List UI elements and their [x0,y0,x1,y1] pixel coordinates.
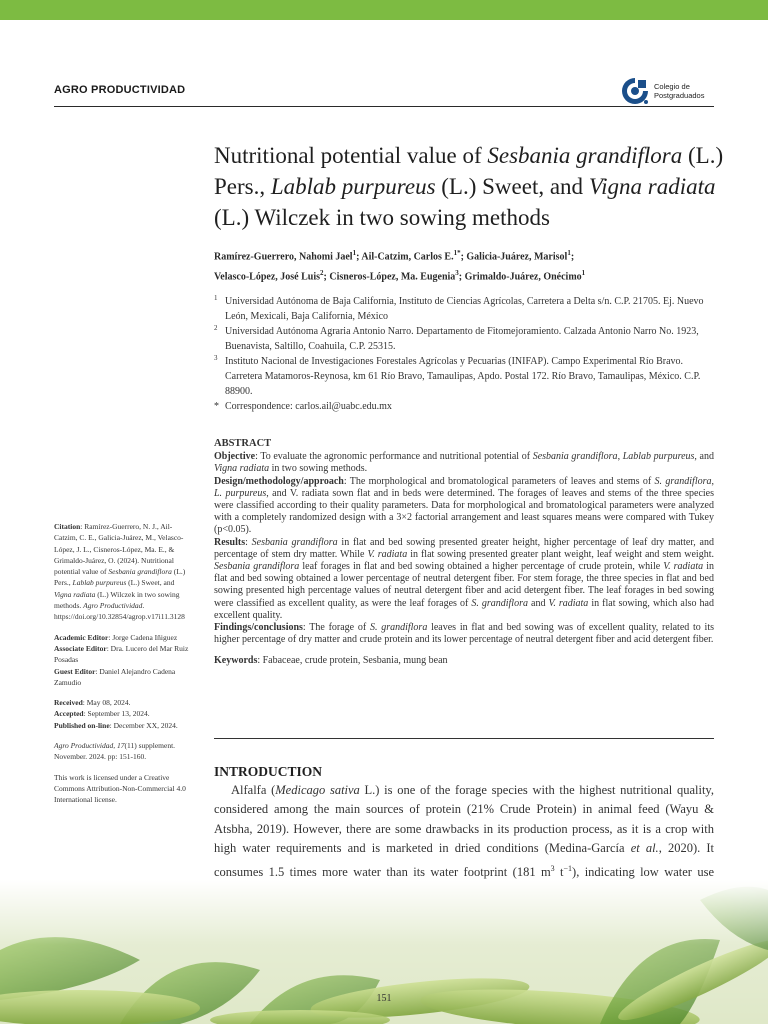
abstract-design [214,476,714,537]
species-name: Sesbania grandiflora [251,536,338,548]
species-name: Sesbania grandiflora [532,451,618,463]
date-label: Published on-line [54,720,110,730]
author-separator: ; [570,251,575,263]
species-name: Vigna radiata [54,589,96,599]
affiliation-text: Universidad Autónoma Agraria Antonio Narro. Departamento de Fitomejoramiento. Calzada Antonio Narro No. 1923, Buenavista, Saltillo, Coahuila, C.P. 25315. [225,326,699,352]
citation-label: Citation [54,522,81,531]
abstract-divider [214,738,714,739]
article-title [214,140,724,233]
abstract-text: , and [694,451,714,463]
citation-text: (L.) Pers., [54,567,186,588]
abstract-results [214,537,714,622]
editor-label: Guest Editor [54,666,96,676]
abstract-text: in flat sowing presented greater plant weight, leaf weight and stem weight. [407,548,714,560]
publisher-logo [621,77,704,105]
species-name: Medicago sativa [275,783,360,797]
abstract-text: in flat and bed sowing obtained a lower percentage of neutral detergent fiber. For stem forage, the three species in flat and bed sowing presented high percentage values of neutral detergent fiber and acid detergent fiber. The leaf forages in bed sowing were classified as excellent quality, as were the leaf forages of [214,561,714,609]
abstract-text: in two sowing methods. [269,463,368,475]
title-species: Vigna radiata [588,174,716,199]
introduction-heading: INTRODUCTION [214,764,323,779]
species-name: Lablab purpureus [622,451,695,463]
date-value: : September 13, 2024. [83,709,150,719]
abstract-heading: ABSTRACT [214,438,272,449]
author-affiliation-mark: 2 [320,269,324,278]
editor-name: : Daniel Alejandro Cadena Zamudio [54,666,176,687]
academic-editor [54,632,190,643]
journal-info [54,740,190,763]
date-value: : December XX, 2024. [109,720,178,730]
unit-exponent: 3 [550,863,555,873]
species-name: V. radiata [367,548,408,560]
page-number: 151 [376,993,392,1004]
date-value: : May 08, 2024. [82,698,131,708]
intro-text: et al. [630,841,659,856]
author-name: Ramírez-Guerrero, Nahomi Jael [214,251,353,263]
logo-text [654,82,704,100]
species-name: S. grandiflora [654,475,712,487]
author-affiliation-mark: 1* [453,249,461,257]
species-name: Sesbania grandiflora [214,561,300,573]
editor-name: : Dra. Lucero del Mar Ruiz Posadas [54,643,189,665]
editors-block [54,632,190,688]
header-divider [54,106,714,107]
top-accent-bar [0,0,768,20]
author-name: ; Ail-Catzim, Carlos E. [356,251,454,263]
species-name: V. radiata [548,597,589,609]
dates-block [54,697,190,731]
received-date [54,697,190,708]
author-affiliation-mark: 1 [352,249,357,257]
species-name: Vigna radiata [214,463,270,475]
author-name: Velasco-López, José Luis [214,271,321,283]
affiliation-text: Instituto Nacional de Investigaciones Forestales Agrícolas y Pecuarias (INIFAP). Campo Experimental Río Bravo. Carretera Matamoros-Reynosa, km 61 Río Bravo, Tamaulipas, Apdo. Postal 172. Río Bravo, Tamaulipas, México. C.P. 88900. [225,356,701,397]
abstract-text: in flat and bed sowing presented greater height, higher percentage of leaf dry matter, and percentage of stem dry matter. While [214,536,714,560]
abstract-text: , and V. radiata sown flat and in beds were determined. The forages of leaves and stems of the three species were classified according to their quality parameters. Data for morphological and bromatological parameters were analyzed with a completely randomized design with a 3×2 factorial arrangement and least squares means were compared with Tukey (p<0.05). [214,487,714,536]
results-label: Results [214,536,246,548]
accepted-date [54,708,190,719]
affiliation-number: 1 [214,294,218,302]
journal-issue: (11) supplement. November. 2024. pp: 151-160. [54,741,176,762]
keywords-label: Keywords [214,655,258,667]
keywords-text: : Fabaceae, crude protein, Sesbania, mung bean [257,655,448,667]
species-name: L. purpureus [214,487,267,499]
logo-line-2: Postgraduados [654,91,705,100]
title-species: Sesbania grandiflora [487,143,683,168]
guest-editor [54,666,190,689]
author-list [214,245,714,286]
author-affiliation-mark: 3 [455,269,459,278]
citation-text: (L.) Wilczek in two sowing methods. [54,589,180,611]
abstract-text: leaves in flat and bed sowing was of excellent quality, related to its higher percentage of dry matter and crude protein and its lower percentage of neutral detergent fiber and acid detergent fiber. [214,622,714,646]
affiliation-number: 3 [214,354,218,362]
journal-title: Agro Productividad [83,601,143,611]
title-part: (L.) Sweet, and [435,174,589,199]
affiliation-text: Universidad Autónoma de Baja California, Instituto de Ciencias Agrícolas, Carretera a Delta s/n. C.P. 21705. Ej. Nuevo León, Mexicali, Baja California, México [225,296,704,322]
citation-block [54,521,190,623]
findings-label: Findings/conclusions [214,622,303,634]
abstract-text: , [617,451,623,463]
abstract-text: and [527,597,549,609]
author-affiliation-mark: 1 [581,269,586,278]
intro-text: L.) is one of the forage species with the highest nutritional quality, considered among the main sources of protein (21% Crude Protein) in animal feed (Wayu & Atsbha, 2019). However, there are some drawbacks in its production process, as it is a crop with high water requirements and is marketed in dried conditions (Medina-García [214,783,714,856]
article-info-sidebar [54,521,190,815]
author-name: ; Cisneros-López, Ma. Eugenia [323,271,456,283]
abstract-text: : The forage of [302,622,370,634]
affiliation-item [214,324,714,354]
associate-editor [54,643,190,666]
colegio-logo-icon [621,77,649,105]
abstract-text: : [245,536,252,548]
correspondence-item [214,399,714,414]
title-part: Nutritional potential value of [214,143,488,168]
citation-doi[interactable]: . https://doi.org/10.32854/agrop.v17i11.3128 [54,601,185,622]
date-label: Accepted [54,709,84,719]
citation-text: (L.) Sweet, and [126,578,175,588]
abstract-section [214,438,714,668]
journal-name: AGRO PRODUCTIVIDAD [54,84,186,96]
species-name: Sesbania grandiflora [108,567,172,577]
title-part: (L.) Wilczek in two sowing methods [214,205,550,230]
affiliation-item [214,294,714,324]
species-name: Lablab purpureus [72,578,127,588]
keywords [214,655,714,667]
species-name: S. grandiflora [471,597,528,609]
journal-volume: Agro Productividad, 17 [54,741,125,751]
affiliation-number: * [214,401,219,412]
species-name: V. radiata [663,561,704,573]
objective-label: Objective [214,451,256,463]
abstract-objective [214,451,714,475]
affiliation-number: 2 [214,324,218,332]
abstract-text: , [711,475,714,487]
correspondence-email[interactable]: Correspondence: carlos.ail@uabc.edu.mx [225,401,392,412]
unit-exponent: −1 [563,863,573,873]
abstract-text: : The morphological and bromatological parameters of leaves and stems of [343,475,655,487]
logo-line-1: Colegio de [654,82,690,91]
abstract-text: : To evaluate the agronomic performance and nutritional potential of [255,451,533,463]
date-label: Received [54,698,83,708]
affiliation-item [214,354,714,399]
design-label: Design/methodology/approach [214,475,344,487]
citation-text: : Ramírez-Guerrero, N. J., Ail-Catzim, C. E., Galicia-Juárez, M., Velasco-López, J. L., Cisneros-López, Ma. E., & Grimaldo-Juárez, O. (2024). Nutritional potential value of [54,522,184,577]
intro-text: Alfalfa ( [231,783,276,797]
intro-text: ), indicating low water use [572,864,714,879]
license-text: This work is licensed under a Creative Commons Attribution-Non-Commercial 4.0 International license. [54,772,186,805]
published-date [54,720,190,731]
editor-label: Academic Editor [54,632,109,642]
affiliation-list [214,294,714,414]
abstract-findings [214,622,714,646]
editor-name: : Jorge Cadena Iñiguez [108,632,178,642]
author-affiliation-mark: 1 [567,249,571,257]
title-species: Lablab purpureus [270,174,436,199]
abstract-text: in flat sowing, which also had excellent quality. [214,597,714,621]
editor-label: Associate Editor [54,643,107,653]
author-name: ; Galicia-Juárez, Marisol [460,251,568,263]
intro-text: t [554,864,564,879]
species-name: S. grandiflora [369,622,428,634]
title-part: (L.) Pers., [214,143,724,199]
intro-text: , 2020). It consumes 1.5 times more water than its water footprint (181 m [214,841,714,879]
abstract-text: leaf forages in flat and bed sowing obtained a higher percentage of crude protein, while [299,561,664,573]
author-name: ; Grimaldo-Juárez, Onécimo [458,271,582,283]
